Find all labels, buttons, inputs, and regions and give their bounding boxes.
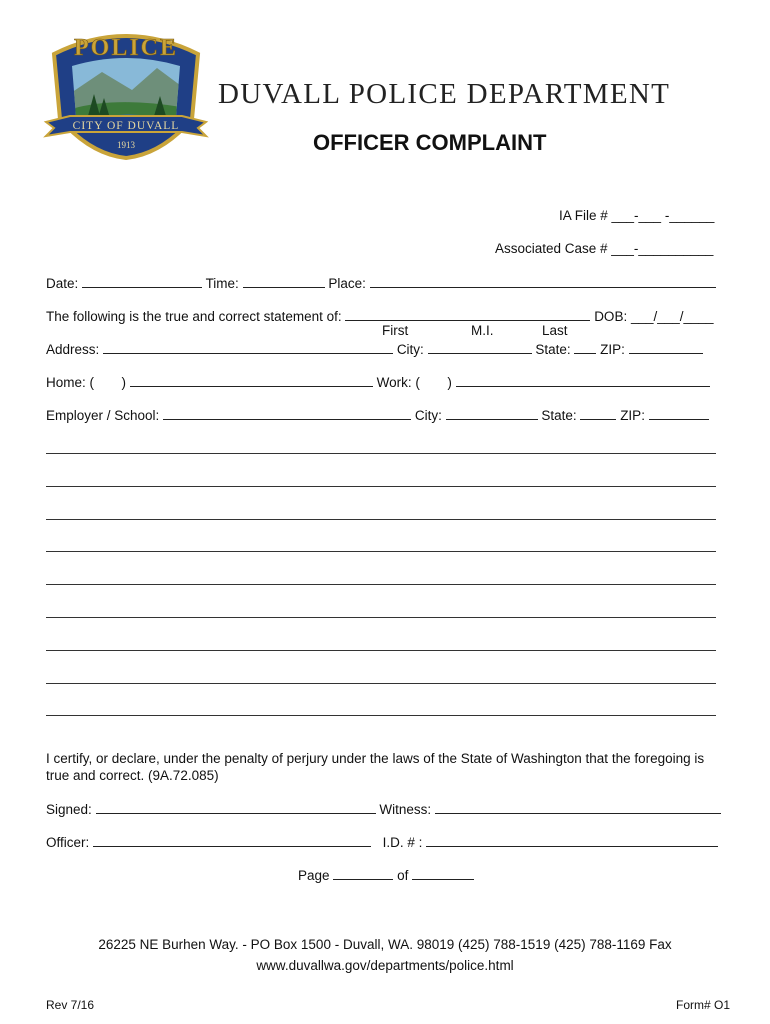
footer-address: 26225 NE Burhen Way. - PO Box 1500 - Duvall, WA. 98019 (425) 788-1519 (425) 788-1169 Fax [98, 937, 672, 952]
statement-line[interactable] [46, 486, 716, 487]
first-name-caption: First [382, 323, 409, 338]
page-number-input[interactable] [333, 866, 393, 880]
signed-input[interactable] [96, 800, 376, 814]
work-phone-close: ) [447, 375, 452, 390]
page-label: Page [298, 868, 330, 883]
employer-state-input[interactable] [580, 406, 616, 420]
police-badge-logo [42, 24, 210, 160]
badge-banner-text: CITY OF DUVALL [72, 120, 180, 132]
statement-line[interactable] [46, 584, 716, 585]
home-phone-input[interactable] [130, 373, 373, 387]
city-label: City: [396, 342, 424, 357]
badge-top-text: POLICE [73, 35, 179, 61]
employer-input[interactable] [163, 406, 411, 420]
city-input[interactable] [428, 340, 532, 354]
department-title: DUVALL POLICE DEPARTMENT [218, 78, 671, 110]
dob-field[interactable]: DOB: ___/___/____ [594, 309, 714, 324]
certification-line-1: I certify, or declare, under the penalty of perjury under the laws of the State of Washington that the foregoing is [46, 751, 705, 766]
home-phone-close: ) [121, 375, 127, 390]
employer-state-label: State: [541, 408, 577, 423]
home-phone-label: Home: ( [46, 375, 95, 390]
employer-zip-label: ZIP: [620, 408, 645, 423]
work-phone-label: Work: ( [376, 375, 420, 390]
badge-year: 1913 [117, 140, 135, 150]
employer-zip-input[interactable] [649, 406, 709, 420]
zip-label: ZIP: [600, 342, 625, 357]
middle-initial-caption: M.I. [471, 323, 494, 338]
place-label: Place: [328, 276, 366, 291]
statement-line[interactable] [46, 453, 716, 454]
statement-line[interactable] [46, 551, 716, 552]
statement-line[interactable] [46, 519, 716, 520]
statement-line[interactable] [46, 683, 716, 684]
statement-line[interactable] [46, 715, 716, 716]
page-total-input[interactable] [412, 866, 474, 880]
officer-label: Officer: [46, 835, 90, 850]
last-name-caption: Last [542, 323, 568, 338]
signed-label: Signed: [46, 802, 92, 817]
address-input[interactable] [103, 340, 393, 354]
zip-input[interactable] [629, 340, 703, 354]
place-input[interactable] [370, 274, 716, 288]
date-label: Date: [46, 276, 79, 291]
footer-website[interactable]: www.duvallwa.gov/departments/police.html [256, 958, 514, 973]
statement-line[interactable] [46, 617, 716, 618]
employer-label: Employer / School: [46, 408, 160, 423]
time-input[interactable] [243, 274, 325, 288]
witness-label: Witness: [379, 802, 432, 817]
work-phone-input[interactable] [456, 373, 710, 387]
statement-line[interactable] [46, 650, 716, 651]
statement-of-label: The following is the true and correct statement of: [46, 309, 342, 324]
state-label: State: [535, 342, 571, 357]
page-of-label: of [397, 868, 409, 883]
address-label: Address: [46, 342, 100, 357]
date-input[interactable] [82, 274, 202, 288]
officer-id-input[interactable] [426, 833, 718, 847]
revision-label: Rev 7/16 [46, 998, 95, 1012]
time-label: Time: [205, 276, 239, 291]
ia-file-field[interactable]: IA File # ___-___ -______ [559, 208, 715, 223]
statement-name-input[interactable] [345, 307, 590, 321]
state-input[interactable] [574, 340, 596, 354]
employer-city-label: City: [414, 408, 442, 423]
form-number-label: Form# O1 [676, 998, 731, 1012]
associated-case-field[interactable]: Associated Case # ___-__________ [495, 241, 714, 256]
certification-line-2: true and correct. (9A.72.085) [46, 768, 219, 783]
form-title: OFFICER COMPLAINT [313, 130, 547, 155]
officer-input[interactable] [93, 833, 371, 847]
officer-id-label: I.D. # : [382, 835, 423, 850]
employer-city-input[interactable] [446, 406, 538, 420]
witness-input[interactable] [435, 800, 721, 814]
